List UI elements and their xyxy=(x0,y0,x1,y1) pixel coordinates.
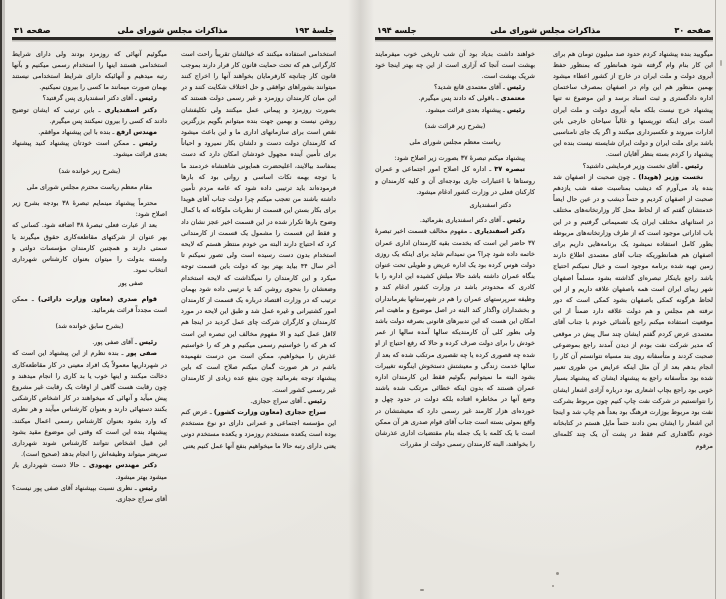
header-rule xyxy=(375,37,713,40)
text-paragraph: بعد از عبارت فعلی تبصرهٔ ۳۸ اضافه شود. کسانی که بهر عنوان از شرکتهای مقاطعه‌کاری حقوق میگیرند یا سمتی دارند و همچنین کارمندان مؤسسات دولتی و وابسته بدولت را میتوان بعنوان کارشناس شهرداری انتخاب نمود. xyxy=(12,221,167,275)
page-number-label: صفحه ۳۰ xyxy=(674,26,711,35)
speech-paragraph: مهندس ارفع ـ بنده با این پیشنهاد موافقم. xyxy=(38,127,157,136)
speaker-name: رئیس xyxy=(684,161,703,170)
centered-line: (بشرح سابق خوانده شد) xyxy=(55,321,124,330)
speech-paragraph: رئیس ـ آقای صفی پور. xyxy=(92,338,157,347)
text-paragraph: میگویید بنده پیشنهاد کردم حدود صد میلیون تومان هم برای این کار بنام وام گرفته شود همانطور که بمنظور حفظ آبروی دولت و ملت ایران در خارج از کشور اعطاء میشود بهمین منظور هم این وام در اصفهان بمصرف ساختمان اداره دادگستری و ثبت اسناد برسد و این موضوع نه تنها پیشنهاد خرج نیست بلکه مایه آبروی دولت و ملت ایران است برای اینکه توریستها و غالباً سیاحان خارجی باین ادارات میروند و عکسبرداری میکنند و اگر یک جای نامناسبی باشد برای ملت ایران و دولت ایران شایسته نیست بنده این پیشنهاد را کردم بسته بنظر آقایان است. xyxy=(553,49,713,159)
speaker-name: رئیس xyxy=(138,338,157,347)
speech-paragraph: تبصره ۳۷ ـ اداره کل اصلاح امور اجتماعی و عمران روستاها با اعتبارات جاری بودجه‌ای آن و کلیه کارمندان و کارکنان فعلی در وزارت کشور ادغام میشود. xyxy=(375,165,535,196)
speech-paragraph: معتمدی ـ باقولی که دادند پس میگیرم. xyxy=(418,94,525,103)
speaker-name: نخست وزیر (هویدا) xyxy=(638,172,704,181)
session-label: جلسه ۱۹۴ xyxy=(377,26,417,35)
speaker-name: مهندس ارفع xyxy=(116,127,157,136)
left-page-header xyxy=(12,24,336,35)
speaker-name: رئیس xyxy=(307,396,326,405)
text-column-left xyxy=(12,49,167,589)
scan-speck xyxy=(720,60,722,66)
document-title: مذاکرات مجلس شورای ملی xyxy=(490,26,601,35)
header-rule xyxy=(12,37,336,40)
speech-paragraph: قوام صدری (معاون وزارت دارائی) ـ ممکن است مجدداً قرائت بفرمائید. xyxy=(12,294,167,314)
centered-line: (بشرح زیر خوانده شد) xyxy=(58,166,121,175)
scan-speck xyxy=(420,589,424,591)
scan-edge-shadow xyxy=(2,0,5,599)
speech-paragraph: رئیس ـ آقای دکتر اسفندیاری بفرمائید. xyxy=(419,216,525,225)
right-page-header xyxy=(375,24,713,35)
left-page-columns xyxy=(12,49,336,589)
speech-paragraph: رئیس ـ نظری نسبت بپیشنهاد آقای صفی پور نیست؟ آقای سراج حجازی. xyxy=(12,483,167,504)
session-label: جلسهٔ ۱۹۳ xyxy=(294,26,334,35)
signature-line: صفی پور xyxy=(118,279,143,288)
speaker-name: سراج حجازی (معاون وزارت کشور) xyxy=(213,408,326,416)
right-page-columns xyxy=(375,49,713,589)
speech-paragraph: نخست وزیر (هویدا) ـ چون صحبت از اصفهان شد بنده یاد می‌آورم که دیشب بمناسبت صفه شب یازدهم صحبت از اصفهان کردیم و حتماً دیشب و در عین حال ایضاً خدمتشان گفتم که از لحاظ محل کار وزارتخانه‌های مختلف در استانهای مختلف ایران یک تصمیماتی گرفتیم و در این باب اداراتی موجود است که از طرف وزارتخانه‌های مربوطه بطور کامل استفاده نمیشود یک برنامه‌هایی داریم برای اصفهان هم همانطوریکه جناب آقای معتمدی اطلاع دارند زمین تهیه شده برنامه موجود است و خیال نمیکنم احتیاج باشد راجع باینکار تبصره‌ای گذاشته بشود مسلماً اصفهان شهر زیبای ایران است همه باصفهان علاقه داریم و از این لحاظ هرگونه کمکی باصفهان بشود کمکی است که دور نرفته هم مجلس و هم دولت علاقه دارد ضمناً از این موقعیت استفاده میکنم راجع بآشنائی خودم با جناب آقای معتمدی عرض کردم گفتم ایشان چند سال پیش در موقعی که مدیر شرکت نفت بودم از دیدن آمدند راجع بموضوعی صحبت کردند و متأسفانه روی بند مسیاه نتوانستم آن کار را انجام بدهم بعد از آن مثل اینکه عرایض من طوری تعبیر شده بود متأسفانه راجع به پیشنهاد ایشان که پیشنهاد بسیار خوبی بود راجع بچاپ اشعاری بود درباره آزادی اشعار ایشان را نتوانستیم در شرکت نفت چاپ کنیم چون مربوط بشرکت نفت بود مربوط بوزارت فرهنگ بود بعداً هم چاپ شد و اینجا این اشعار را ایشان بمن دادند حتماً مایل هستم در کتابخانه خودم نگاهداری کنم فقط در پشت آن یک چند کلمه‌ای مرقوم xyxy=(553,172,713,450)
speech-paragraph: رئیس ـ ممکن است خودتان پیشنهاد کنید پیشنهاد بعدی قرائت میشود. xyxy=(12,139,167,159)
speaker-name: تبصره ۳۷ xyxy=(494,165,525,174)
speech-paragraph: رئیس ـ آقای سراج حجازی. xyxy=(250,396,326,405)
centered-line: مقام معظم ریاست محترم مجلس شورای ملی xyxy=(26,182,153,191)
text-paragraph: محترماً پیشنهاد مینمایم تبصرهٔ ۳۸ بودجه بشرح زیر اصلاح شود: xyxy=(12,198,167,219)
page-gutter-shadow xyxy=(348,0,374,599)
scan-speck xyxy=(552,585,554,587)
text-column-right xyxy=(553,49,713,589)
page-number-label: صفحه ۳۱ xyxy=(14,26,51,35)
speaker-name: دکتر اسفندیاری xyxy=(474,227,525,236)
centered-line: ریاست معظم مجلس شورای ملی xyxy=(409,137,501,146)
speech-paragraph: سراج حجازی (معاون وزارت کشور) ـ عرض کنم این مؤسسه اجتماعی و عمرانی دارای دو نوع مستخدم بوده است یکعده مستخدم روزمزد و یکعده مستخدم دونی یعنی دارای رتبه حالا ما میخواهیم بنفع آنها عمل کنیم یعنی xyxy=(181,408,336,450)
text-paragraph: میگوئیم آنهائی که روزمزد بودند ولی دارای شرایط استخدامی هستند اینها را استخدام رسمی میکنیم و بآنها رتبه میدهیم و آنهائیکه دارای شرایط استخدامی نیستند بهمان صورت میمانند ما کسی را بیرون نمیکنیم. xyxy=(12,49,167,92)
page-fold-line xyxy=(715,0,716,599)
text-paragraph: استخدامی استفاده میکنند که خیالشان تقریباً راحت است کارگرانی هم که تحت حمایت قانون کار قرار دارند بموجب قانون کار چنانچه کارفرمایان بخواهند آنها را اخراج کنند میتوانند بشوراهای توافقی و حل اختلاف شکایت کنند و در این میان کارمندان روزمزد و غیر رسمی دولت هستند که بصورت روزمزد و پیمانی عمل میکنند ولی تکلیفشان روشن نیست و بهمین جهت بنده میتوانم بگویم بزرگترین نقص است برای سازمانهای اداری ما و این باعث میشود که کارمندان دولت دست و دلشان بکار نمیرود و احیاناً برای تأمین آینده مجهول خودشان امکان دارد که دست بمفاسد بیالایند، اعلیحضرت همایونی شاهنشاه خردمند ما با توجه بهمه نکات اساسی و روانی بود که بارها فرموده‌اند باید ترتیبی داده شود که عامه مردم تأمین داشته باشند من تعجب میکنم چرا دولت جناب آقای هویدا برای بکار بستن این قسمت از نظریات ملوکانه که با کمال وضوح بارها تکرار شده در این قسمت اخیر عجز نشان داد و فقط این قسمت را مشمول یک قسمت از کارمندانی کرد که احتیاج دارند البته من خودم منتظر هستم که لایحه استخدام بدون دست رسیده است ولی تصور نمیکنم تا آخر سال ۴۴ بیاید بهتر بود که دولت باین قسمت توجه میکرد و این کارمندان را نمیگذاشت که لایحه استخدام وضعشان را بنحوی روشن کند یا ترتیبی داده شود بهمان ترتیب که در وزارت اقتصاد درباره یک قسمت از کارمندان امور کشتیرانی و غیره عمل شد و طبق این لایحه در مورد کارمندان و کارگران شرکت چای عمل کردید در اینجا هم لااقل عمل کنید و الا مفهوم مخالف این تبصره این است که هر که را خواستیم رسمی میکنیم و هر که را خواستیم عذرش را میخواهیم، ممکن است من درست نفهمیده باشم در هر صورت گمان میکنم صلاح است که باین پیشنهاد توجه بفرمائید چون بنفع عده زیادی از کارمندان غیر رسمی کشور است. xyxy=(181,49,336,394)
text-paragraph: خواهند داشت بدیاد بود آن شب تاریخی خوب میفرمایند بهشت است آنجا که آزاری است از این چه بهتر اینجا خود شریک بهشت است. xyxy=(375,49,535,80)
speaker-name: رئیس xyxy=(138,483,157,492)
speech-paragraph: رئیس ـ پیشنهاد بعدی قرائت میشود. xyxy=(425,105,525,114)
speech-paragraph: دکتر اسفندیاری ـ باین ترتیب که ایشان توضیح دادند که کسی را بیرون نمیکنند پس میگیرم. xyxy=(12,105,167,125)
speaker-name: معتمدی xyxy=(500,94,525,103)
text-column-left xyxy=(375,49,535,589)
speaker-name: رئیس xyxy=(506,216,525,225)
speaker-name: رئیس xyxy=(506,83,525,92)
document-title: مذاکرات مجلس شورای ملی xyxy=(117,26,228,35)
speech-paragraph: دکتر مهندس بهبودی ـ حالا دست شهرداری باز میشود بهتر میشود. xyxy=(12,461,167,481)
right-page xyxy=(375,24,713,589)
speaker-name: رئیس xyxy=(138,94,157,103)
speaker-name: صفی پور xyxy=(126,349,157,358)
signature-line: دکتر اسفندیاری xyxy=(469,200,511,209)
speaker-name: رئیس xyxy=(506,105,525,114)
speaker-name: رئیس xyxy=(138,139,157,148)
left-page xyxy=(12,24,336,589)
speech-paragraph: رئیس ـ آقای نخست وزیر فرمایشی داشتید؟ xyxy=(582,161,703,170)
text-paragraph: پیشنهاد میکنم تبصرهٔ ۳۷ بصورت زیر اصلاح شود: xyxy=(394,154,525,163)
centered-line: (بشرح زیر قرائت شد) xyxy=(424,121,486,130)
speech-paragraph: دکتر اسفندیاری ـ مفهوم مخالف قسمت اخیر تبصرهٔ ۳۷ حاضر این است که بخدمت بقیه کارمندان اداری عمران خاتمه داده شود چرا؟ من نمیدانم شاید برای اینکه یک روزی دولت هوس کرده بود یک اداره عریض و طویلی تحت عنوان بنگاه عمران داشته باشد حالا میلش کشیده این اداره را با کادری که محدودتر باشد در وزارت کشور ادغام کند و وظیفه سرپرستهای عمران را هم در شهرستانها بفرمانداران و بخشداران واگذار کند البته در اصل موضوع و ماهیت امر امکان این هست که این تدبیرهای قانونی بصرفه دولت باشد ولی بطور کلی آن کارمندیکه سالها آمده سالها از عمر خودش را برای دولت صرف کرده و حالا که رفع احتیاج از او شده چه قصوری کرده یا چه تقصیری مرتکب شده که بعد از سالها خدمت زندگی و معیشتش دستخوش اینگونه تغییرات بشود البته ما نمیتوانیم بگوئیم فقط این کارمندان اداره عمران هستند که بدون اینکه خطائی مرتکب شده باشند وضع آنها در مخاطره افتاده بلکه دولت در حدود چهل و خورده‌ای هزار کارمند غیر رسمی دارد که معیشتشان در واقع بموئی بسته است جناب آقای قوام صدری هر آن ممکن است با یک کلمه با یک جمله بنام مقتضیات اداری عذرشان را بخواهند، البته کارمندان رسمی دولت از مقررات xyxy=(375,227,535,449)
speech-paragraph: رئیس ـ آقای دکتر اسفندیاری پس گرفتید؟ xyxy=(42,94,157,103)
speech-paragraph: صفی پور ـ بنده نظرم از این پیشنهاد این است که در شهرداریها معمولاً یک افراد معینی در کار مقاطعه‌کاری دخالت میکنند و اینها خوب یا بد کاری را انجام میدهند و چون رقابت هست گاهی از اوقات یک رقابت غیر مشروع پیش میآید و آنهائی که میخواهند در کار اشخاص کارشکنی بکنند دستهائی دارند و بعنوان کارشناس میآیند و هر نظری که وارد بشود بعنوان کارشناس رسمی اعمال میکنند. پیشنهاد بنده این است که وقتی این موضوع مقید بشود این قبیل اشخاص نتوانند کارشناس شوند شهرداری سریعتر میتواند وظیفه‌اش را انجام بدهد (صحیح است). xyxy=(12,349,167,459)
speech-paragraph: رئیس ـ آقای معتمدی قانع شدید؟ xyxy=(434,83,525,92)
scan-speck xyxy=(556,572,559,575)
speaker-name: قوام صدری (معاون وزارت دارائی) xyxy=(38,294,157,303)
speaker-name: دکتر مهندس بهبودی xyxy=(88,461,157,470)
text-column-right xyxy=(181,49,336,589)
speaker-name: دکتر اسفندیاری xyxy=(104,105,157,114)
